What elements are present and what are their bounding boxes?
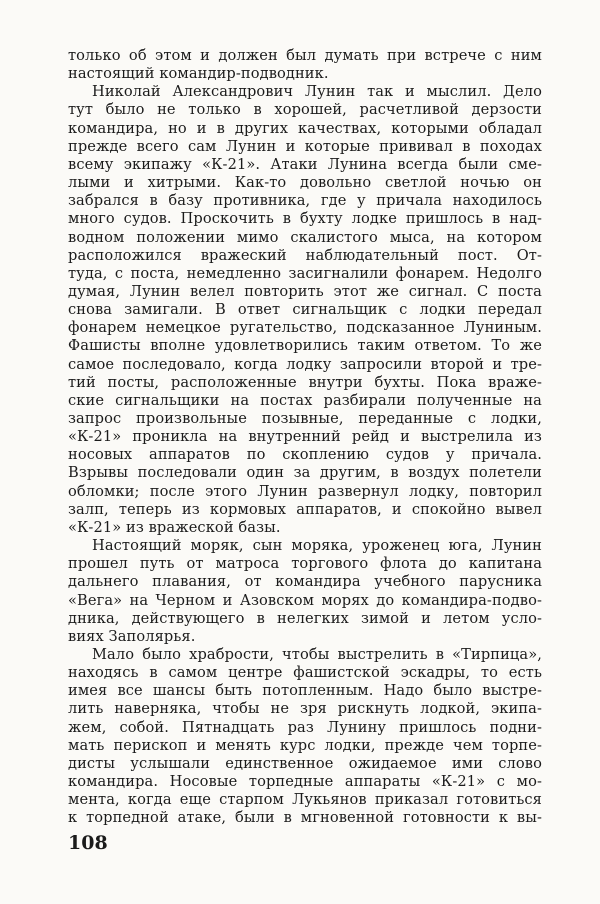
text-line-21: запрос произвольные позывные, переданные с лодки,: [68, 410, 542, 427]
text-line-15: снова замигали. В ответ сигнальщик с лодки передал: [68, 301, 542, 319]
text-line-37: лить наверняка, чтобы не зря рискнуть лодкой, экипа-: [68, 700, 542, 718]
text-line-38: жем, собой. Пятнадцать раз Лунину пришлось подни-: [68, 718, 542, 736]
text-line-22: «К-21» проникла на внутренний рейд и выстрелила из: [68, 428, 542, 446]
text-line-30: дальнего плавания, от командира учебного парусника: [68, 573, 542, 591]
text-line-39: мать перископ и менять курс лодки, прежде чем торпе-: [68, 736, 542, 754]
text-line-8: лыми и хитрыми. Как-то довольно светлой ночью он: [68, 174, 542, 192]
text-line-25: обломки; после этого Лунин развернул лодку, повторил: [68, 482, 542, 500]
text-line-16: фонарем немецкое ругательство, подсказанное Луниным.: [68, 319, 542, 337]
text-line-4: тут было не только в хорошей, расчетливой дерзости: [68, 101, 542, 119]
text-line-36: имея все шансы быть потопленным. Надо было выстре-: [68, 682, 542, 700]
text-line-41: командира. Носовые торпедные аппараты «К-21» с мо-: [68, 773, 542, 790]
text-line-29: прошел путь от матроса торгового флота до капитана: [68, 555, 542, 573]
text-line-35: находясь в самом центре фашистской эскадры, то есть: [68, 664, 542, 682]
page-number: 108: [68, 832, 108, 854]
text-line-9: забрался в базу противника, где у причала находилось: [68, 192, 542, 210]
text-line-10: много судов. Проскочить в бухту лодке пришлось в над-: [68, 210, 542, 228]
text-line-31: «Вега» на Черном и Азовском морях до командира-подво-: [68, 591, 542, 609]
text-line-23: носовых аппаратов по скоплению судов у причала.: [68, 446, 542, 464]
text-line-20: ские сигнальщики на постах разбирали полученные на: [68, 391, 542, 409]
text-line-43: к торпедной атаке, были в мгновенной готовности к вы-: [68, 809, 542, 827]
text-line-40: дисты услышали единственное ожидаемое ими слово: [68, 754, 542, 772]
text-line-26: залп, теперь из кормовых аппаратов, и спокойно вывел: [68, 500, 542, 518]
text-line-18: самое последовало, когда лодку запросили второй и тре-: [68, 355, 542, 373]
text-line-11: водном положении мимо скалистого мыса, на котором: [68, 228, 542, 246]
text-line-1: только об этом и должен был думать при встрече с ним: [68, 47, 542, 64]
text-line-3: Николай Александрович Лунин так и мыслил. Дело: [92, 83, 542, 101]
text-line-17: Фашисты вполне удовлетворились таким ответом. То же: [68, 337, 542, 355]
text-line-5: командира, но и в других качествах, которыми обладал: [68, 119, 542, 137]
text-line-42: мента, когда еще старпом Лукьянов приказал готовиться: [68, 791, 542, 809]
text-line-7: всему экипажу «К-21». Атаки Лунина всегда были сме-: [68, 155, 542, 173]
text-line-34: Мало было храбрости, чтобы выстрелить в «Тирпица»,: [92, 645, 542, 663]
text-line-12: расположился вражеский наблюдательный пост. От-: [68, 246, 542, 264]
text-line-6: прежде всего сам Лунин и которые прививал в походах: [68, 137, 542, 155]
text-line-13: туда, с поста, немедленно засигналили фонарем. Недолго: [68, 264, 542, 282]
text-line-14: думая, Лунин велел повторить этот же сигнал. С поста: [68, 282, 542, 300]
text-line-19: тий посты, расположенные внутри бухты. Пока враже-: [68, 373, 542, 391]
text-line-28: Настоящий моряк, сын моряка, уроженец юга, Лунин: [92, 537, 542, 555]
text-line-33: виях Заполярья.: [68, 627, 196, 645]
text-line-2: настоящий командир-подводник.: [68, 65, 329, 83]
text-line-24: Взрывы последовали один за другим, в воздух полетели: [68, 464, 542, 482]
text-line-32: дника, действующего в нелегких зимой и летом усло-: [68, 609, 542, 627]
text-line-27: «К-21» из вражеской базы.: [68, 518, 281, 536]
